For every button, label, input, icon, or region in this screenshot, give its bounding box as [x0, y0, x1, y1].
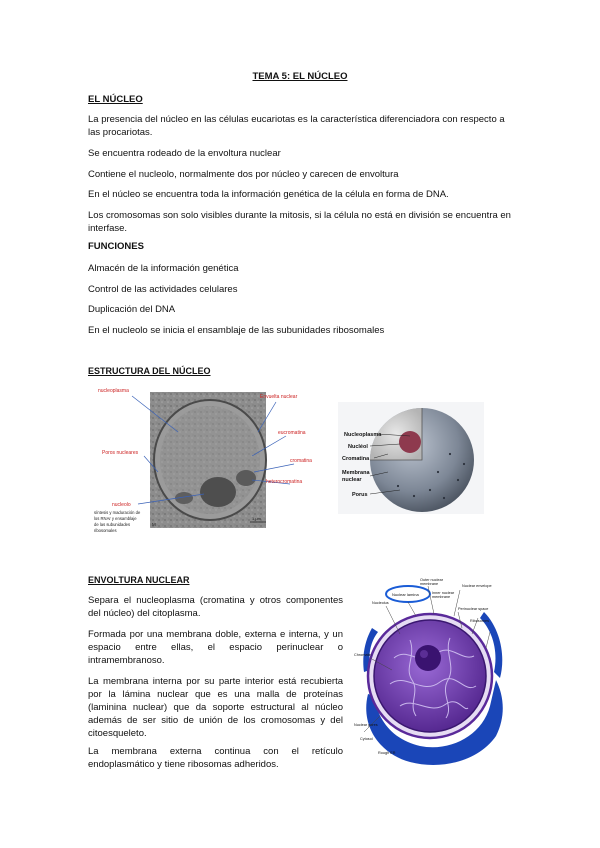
micro-nucleolo-desc: síntesis y maduración de	[94, 510, 141, 515]
funcion-item: Duplicación del DNA	[88, 304, 176, 315]
sphere-label-nucleol: Nucléol	[348, 444, 368, 450]
nucleus-sphere-figure	[338, 402, 484, 514]
micro-scale-bar: 1 μm	[252, 516, 261, 521]
micro-label-heterocromatina: heterocromatina	[266, 479, 303, 485]
diagram-label-nuclear-lamina: Nuclear lamina	[392, 592, 419, 597]
diagram-nucleus	[374, 620, 486, 732]
diagram-label-ribosomes: Ribosomes	[470, 619, 489, 623]
paragraph-nucleolo: Contiene el nucleolo, normalmente dos por núcleo y carecen de envoltura	[88, 169, 399, 180]
paragraph-presencia: La presencia del núcleo en las células eucariotas es la característica diferenciadora con respecto a las procariotas.	[88, 114, 505, 138]
diagram-label-outer-membrane: membrane	[420, 582, 439, 586]
micrograph-figure	[86, 380, 312, 546]
paragraph-formada: Formada por una membrana doble, externa e interna, y un espacio entre ellas, el espacio perinuclear o intramembranoso.	[88, 629, 343, 666]
page-title: TEMA 5: EL NÚCLEO	[252, 71, 348, 82]
micro-label-poros: Poros nucleares	[102, 450, 139, 456]
micro-nucleolo-desc: ribosomales	[94, 528, 117, 533]
funcion-item: En el nucleolo se inicia el ensamblaje de las subunidades ribosomales	[88, 325, 385, 336]
sphere-label-cromatina: Cromatina	[342, 456, 370, 462]
section-heading-envoltura: ENVOLTURA NUCLEAR	[88, 575, 190, 585]
micro-nucleolo-desc: de las subunidades	[94, 522, 131, 527]
diagram-label-cytosol: Cytosol	[360, 737, 373, 741]
section-heading-funciones: FUNCIONES	[88, 241, 144, 252]
paragraph-membrana-interna: La membrana interna por su parte interior está recubierta por la lámina nuclear que es una malla de proteínas (laminina nuclear) que da soporte estructural al núcleo además de ser sitio de unión de los cromosomas y del citoesqueleto.	[88, 676, 343, 739]
nuclear-envelope-diagram	[350, 576, 510, 770]
section-heading-estructura: ESTRUCTURA DEL NÚCLEO	[88, 366, 211, 376]
sphere-label-membrana: nuclear	[342, 477, 362, 483]
micro-label-eucromatina: eucromatina	[278, 430, 306, 436]
paragraph-cromosomas: Los cromosomas son solo visibles durante la mitosis, si la célula no está en división se encuentra en interfase.	[88, 210, 511, 234]
micro-label-nucleolo: nucleolo	[112, 502, 131, 508]
micro-label-nucleoplasma: nucleoplasma	[98, 388, 129, 394]
section-heading-nucleo: EL NÚCLEO	[88, 94, 143, 105]
diagram-label-chromatin: Chromatin	[354, 653, 372, 657]
micro-label-cromatina: cromatina	[290, 458, 312, 464]
funcion-item: Almacén de la información genética	[88, 263, 239, 274]
diagram-label-nuclear-pores: Nuclear pores	[354, 723, 378, 727]
micrograph-nucleolus	[200, 477, 236, 507]
diagram-label-rough-er: Rough ER	[378, 751, 396, 755]
diagram-label-nucleolus: Nucleolus	[372, 601, 389, 605]
diagram-nucleolus	[415, 645, 441, 671]
diagram-label-perinuclear-space: Perinuclear space	[458, 607, 489, 611]
sphere-label-porus: Porus	[352, 492, 368, 498]
micro-label-envuelta: Envuelta nuclear	[260, 394, 298, 400]
sphere-nucleolus	[399, 431, 421, 453]
paragraph-rodeado: Se encuentra rodeado de la envoltura nuclear	[88, 148, 281, 159]
paragraph-membrana-externa: La membrana externa continua con el retículo endoplasmático y tiene ribosomas adheridos.	[88, 746, 343, 770]
diagram-label-nuclear-envelope: Nuclear envelope	[462, 584, 492, 588]
micro-marker: M	[152, 522, 156, 527]
diagram-label-inner-membrane: Inner nuclear	[432, 591, 455, 595]
sphere-label-membrana: Membrana	[342, 470, 370, 476]
funcion-item: Control de las actividades celulares	[88, 284, 238, 295]
diagram-label-inner-membrane: membrane	[432, 595, 451, 599]
paragraph-separa: Separa el nucleoplasma (cromatina y otros componentes del núcleo) del citoplasma.	[88, 595, 343, 619]
micrograph-heterochromatin	[236, 470, 256, 486]
diagram-label-outer-membrane: Outer nuclear	[420, 578, 444, 582]
sphere-label-nucleoplasma: Nucleoplasma	[344, 432, 382, 438]
micro-nucleolo-desc: los RNAr y ensamblaje	[94, 516, 137, 521]
paragraph-informacion: En el núcleo se encuentra toda la información genética de la célula en forma de DNA.	[88, 189, 449, 200]
